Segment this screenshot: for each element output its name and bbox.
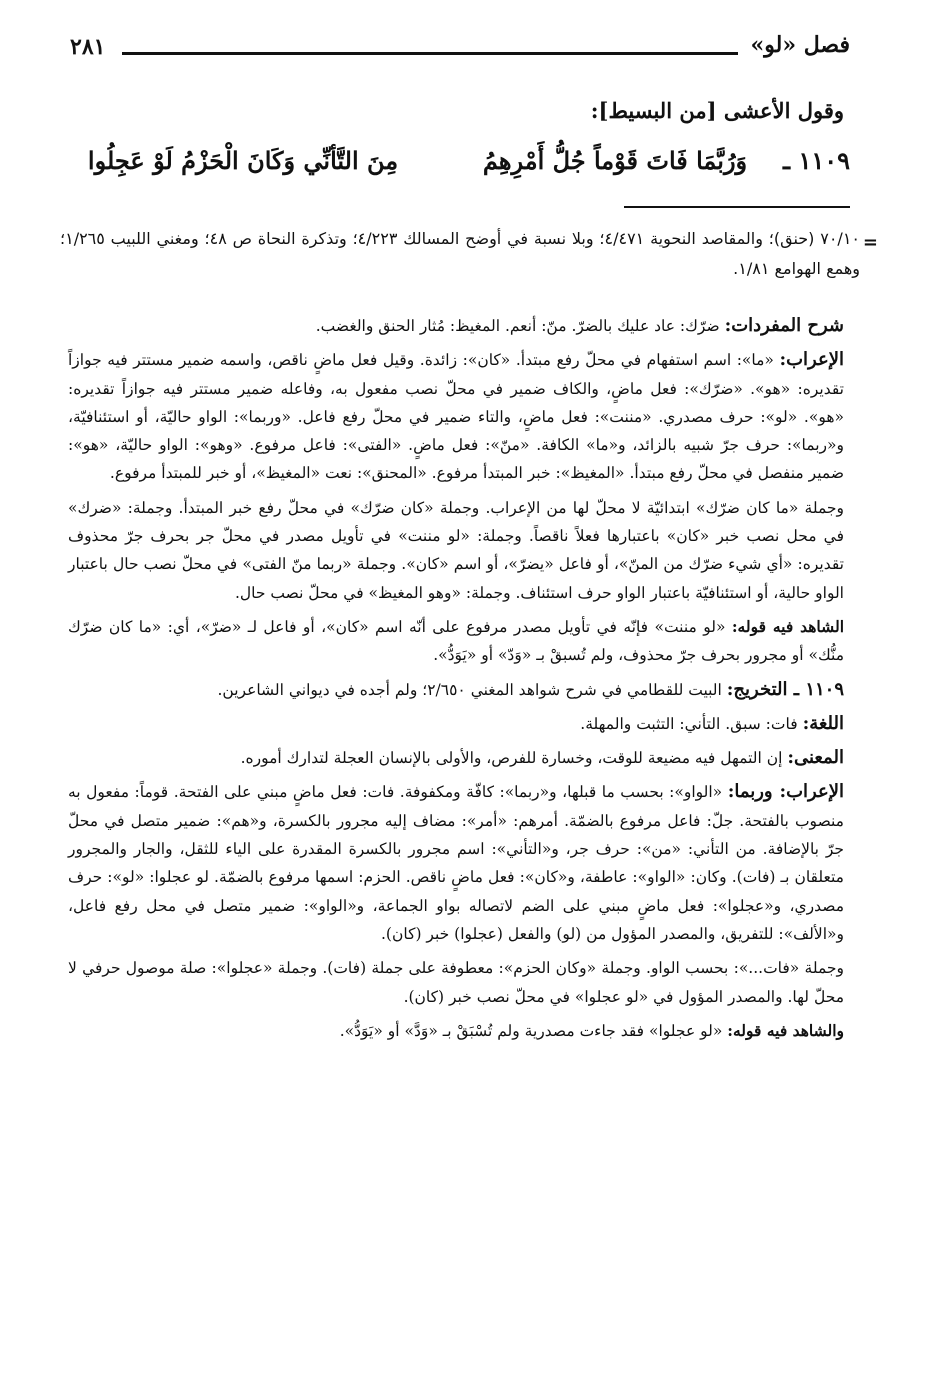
header-rule bbox=[122, 52, 738, 55]
commentary-body bbox=[68, 312, 844, 1051]
page-header bbox=[70, 32, 850, 72]
irab-text-2: «الواو»: بحسب ما قبلها، و«ربما»: كافّة ومكفوفة. فات: فعل ماضٍ مبني على الفتحة. قوماً: مفعول به منصوب بالفتحة. جلّ: فاعل مرفوع بالضمّة. أمرهم: «أمر»: مضاف إليه مجرور بالكسرة، و«هم»: ضمير متصل في محلّ جرّ بالإضافة. من التأني: «من»: حرف جر، و«التأني»: اسم مجرور بالكسرة المقدرة على الياء للثقل، والجار والمجرور متعلقان بـ (فات). وكان: «الواو»: عاطفة، و«كان»: فعل ماضٍ ناقص. الحزم: اسمها مرفوع بالضمّة. لو عجلوا: «لو»: حرف مصدري، و«عجلوا»: فعل ماضٍ مبني على الضم لاتصاله بواو الجماعة، و«الواو»: ضمير متصل في محل رفع فاعل، و«الألف»: للتفريق، والمصدر المؤول من (لو) والفعل (عجلوا) خبر (كان). bbox=[68, 783, 844, 943]
irab-paragraph-2 bbox=[68, 778, 844, 948]
footnote-separator bbox=[624, 206, 850, 208]
shahid-text-2: «لو عجلوا» فقد جاءت مصدرية ولم تُسْبَقْ بـ «وَدَّ» أو «يَوَدُّ». bbox=[339, 1021, 728, 1040]
irab-label-1: الإعراب: bbox=[779, 349, 844, 371]
takhrij-text: البيت للقطامي في شرح شواهد المغني ٢/٦٥٠؛ ولم أجده في ديواني الشاعرين. bbox=[217, 680, 727, 699]
takhrij-label: ١١٠٩ ـ التخريج: bbox=[726, 678, 844, 700]
irab-text-1: «ما»: اسم استفهام في محلّ رفع مبتدأ. «كان»: زائدة. وقيل فعل ماضٍ ناقص، واسمه ضمير مستتر فيه جوازاً تقديره: «هو». «ضرّك»: فعل ماضٍ، والكاف ضمير في محلّ نصب مفعول به، وفاعله ضمير مستتر فيه جوازاً تقديره: «هو». «لو»: حرف مصدري. «مننت»: فعل ماضٍ، والتاء ضمير في محلّ رفع فاعل. «وربما»: الواو حاليّة، أو استئنافيّة، و«ربما»: حرف جرّ شبيه بالزائد، و«ما» الكافة. «منّ»: فعل ماضٍ. «الفتى»: فاعل مرفوع. «وهو»: الواو حاليّة، «هو»: ضمير منفصل في محلّ رفع مبتدأ. «المغيظ»: خبر المبتدأ مرفوع. «المحنق»: نعت «المغيظ»، أو خبر للمبتدأ مرفوع. bbox=[68, 351, 844, 483]
page-number: ٢٨١ bbox=[70, 34, 106, 60]
mana-text: إن التمهل فيه مضيعة للوقت، وخسارة للفرص، والأولى بالإنسان العجلة لتدارك أموره. bbox=[240, 749, 788, 768]
shahid-text-1: «لو مننت» فإنّه في تأويل مصدر مرفوع على أنّه اسم «كان»، أو فاعل لـ «ضرّ»، أي: «ما كان ضرّك منُّك» أو مجرور بحرف جرّ محذوف، ولم تُسبقْ بـ «وَدّ» أو «يَوَدُّ». bbox=[68, 617, 844, 665]
shahid-label-2: والشاهد فيه قوله: bbox=[727, 1020, 844, 1040]
sentences-paragraph-1: وجملة «ما كان ضرّك» ابتدائيّة لا محلّ لها من الإعراب. وجملة «كان ضرّك» في محلّ رفع خبر المبتدأ. وجملة: «ضرك» في محل نصب خبر «كان» باعتبارها فعلاً ناقصاً. وجملة: «لو مننت» في تأويل مصدر في محلّ جر بحرف جرّ محذوف تقديره: «أي شيء ضرّك من المنّ»، أو فاعل «يضرّ»، أو اسم «كان». وجملة «ربما منّ الفتى» في محلّ نصب حال باعتبار الواو حالية، أو استئنافيّة باعتبار الواو حرف استئناف. وجملة: «وهو المغيظ» في محلّ نصب حال. bbox=[68, 498, 844, 602]
lugha-label: اللغة: bbox=[802, 712, 844, 734]
chapter-title: فصل «لو» bbox=[750, 32, 850, 58]
vocabulary-paragraph bbox=[68, 312, 844, 340]
vocabulary-text: ضرّك: عاد عليك بالضرّ. منّ: أنعم. المغيظ: مُثار الحنق والغضب. bbox=[315, 317, 725, 335]
lugha-text: فات: سبق. التأني: التثبت والمهلة. bbox=[580, 714, 803, 733]
poetry-verse bbox=[68, 146, 850, 190]
verse-hemistich-1: وَرُبَّمَا فَاتَ قَوْماً جُلُّ أَمْرِهِمُ bbox=[482, 146, 748, 175]
shahid-label-1: الشاهد فيه قوله: bbox=[731, 616, 845, 636]
footnote-continuation-marker: = bbox=[862, 232, 878, 253]
lugha-paragraph bbox=[68, 710, 844, 738]
verse-number: ١١٠٩ ـ bbox=[783, 146, 850, 175]
verse-hemistich-2: مِنَ التَّأنِّي وَكَانَ الْحَزْمُ لَوْ عَجِلُوا bbox=[87, 146, 399, 175]
mana-paragraph bbox=[68, 744, 844, 772]
irab-label-2: الإعراب: وربما: bbox=[727, 781, 844, 803]
mana-label: المعنى: bbox=[787, 747, 844, 769]
shahid-paragraph-2 bbox=[68, 1017, 844, 1045]
takhrij-paragraph bbox=[68, 676, 844, 704]
verse-intro: وقول الأعشى [من البسيط]: bbox=[590, 98, 844, 123]
vocabulary-label: شرح المفردات: bbox=[724, 315, 844, 336]
sentences-paragraph-2: وجملة «فات...»: بحسب الواو. وجملة «وكان الحزم»: معطوفة على جملة (فات). وجملة «عجلوا»: صلة موصول حرفي لا محلّ لها. والمصدر المؤول في «لو عجلوا» في محلّ نصب خبر (كان). bbox=[68, 959, 844, 1006]
footnote-text: ٧٠/١٠ (حنق)؛ والمقاصد النحوية ٤/٤٧١؛ وبلا نسبة في أوضح المسالك ٤/٢٢٣؛ وتذكرة النحاة ص ٤٨؛ ومغني اللبيب ١/٢٦٥؛ وهمع الهوامع ١/٨١. bbox=[60, 229, 860, 278]
irab-paragraph-1 bbox=[68, 346, 844, 487]
shahid-paragraph-1 bbox=[68, 613, 844, 670]
